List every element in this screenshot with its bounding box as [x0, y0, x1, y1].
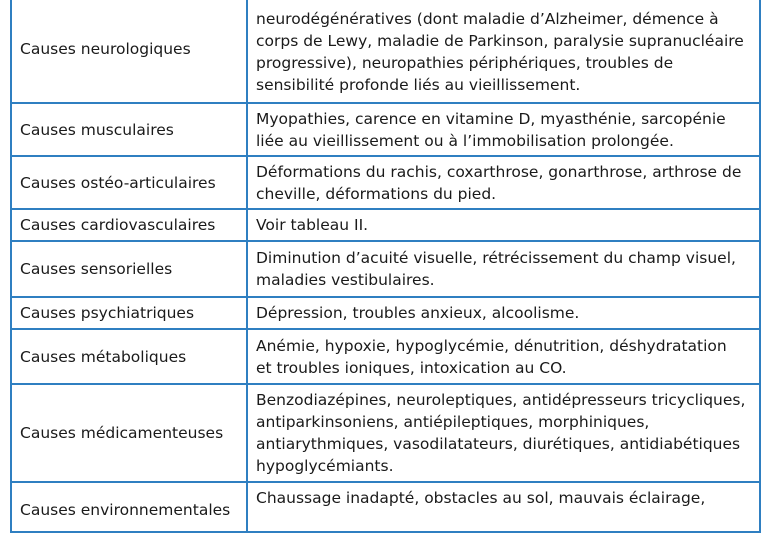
row-label-text: Causes ostéo-articulaires — [20, 173, 216, 192]
row-label — [11, 329, 247, 384]
row-description — [247, 0, 760, 103]
row-label-text: Causes neurologiques — [20, 40, 191, 58]
table-row — [11, 329, 760, 384]
row-label — [11, 482, 247, 532]
table-row — [11, 297, 760, 329]
table-row — [11, 209, 760, 241]
row-description — [247, 241, 760, 297]
row-description — [247, 209, 760, 241]
row-description — [247, 482, 760, 532]
table-row — [11, 482, 760, 532]
row-description — [247, 103, 760, 156]
row-label-text: Causes cardiovasculaires — [20, 216, 216, 234]
table-row — [11, 103, 760, 156]
table-row — [11, 0, 760, 103]
row-description-text: Anémie, hypoxie, hypoglycémie, dénutrition, déshydratation et troubles ioniques, intoxication au CO. — [256, 336, 727, 377]
row-label — [11, 156, 247, 209]
row-label-text: Causes environnementales — [20, 501, 231, 519]
row-label-text: Causes psychiatriques — [20, 304, 195, 322]
row-description — [247, 156, 760, 209]
row-label — [11, 103, 247, 156]
row-label-text: Causes métaboliques — [20, 347, 187, 366]
row-description-text: Chaussage inadapté, obstacles au sol, mauvais éclairage, — [256, 489, 706, 507]
row-label — [11, 0, 247, 103]
row-label — [11, 297, 247, 329]
row-description-text: Déformations du rachis, coxarthrose, gonarthrose, arthrose de cheville, déformations du pied. — [256, 162, 742, 203]
row-label — [11, 209, 247, 241]
row-description-text: Dépression, troubles anxieux, alcoolisme. — [256, 304, 580, 322]
row-description-text: Diminution d’acuité visuelle, rétrécissement du champ visuel, maladies vestibulaires. — [256, 249, 736, 289]
row-description-text: Benzodiazépines, neuroleptiques, antidépresseurs tricycliques, antiparkinsoniens, antiépileptiques, morphiniques, antiarythmiques, vasodilatateurs, diurétiques, antidiabétiques hypoglycémiants. — [256, 391, 746, 475]
row-description-text: Myopathies, carence en vitamine D, myasthénie, sarcopénie liée au vieillissement ou à l’immobilisation prolongée. — [256, 109, 726, 150]
row-description — [247, 297, 760, 329]
row-label-text: Causes musculaires — [20, 120, 174, 139]
row-description — [247, 329, 760, 384]
row-label-text: Causes sensorielles — [20, 260, 173, 278]
row-label-text: Causes médicamenteuses — [20, 424, 224, 442]
row-label — [11, 384, 247, 482]
table-row — [11, 241, 760, 297]
causes-table — [10, 0, 761, 533]
row-description — [247, 384, 760, 482]
table-row — [11, 384, 760, 482]
row-label — [11, 241, 247, 297]
row-description-text: neurodégénératives (dont maladie d’Alzheimer, démence à corps de Lewy, maladie de Parkinson, paralysie supranucléaire progressive), neuropathies périphériques, troubles de sensibilité profonde liés au vieillissement. — [256, 10, 744, 94]
table-row — [11, 156, 760, 209]
row-description-text: Voir tableau II. — [256, 216, 369, 234]
